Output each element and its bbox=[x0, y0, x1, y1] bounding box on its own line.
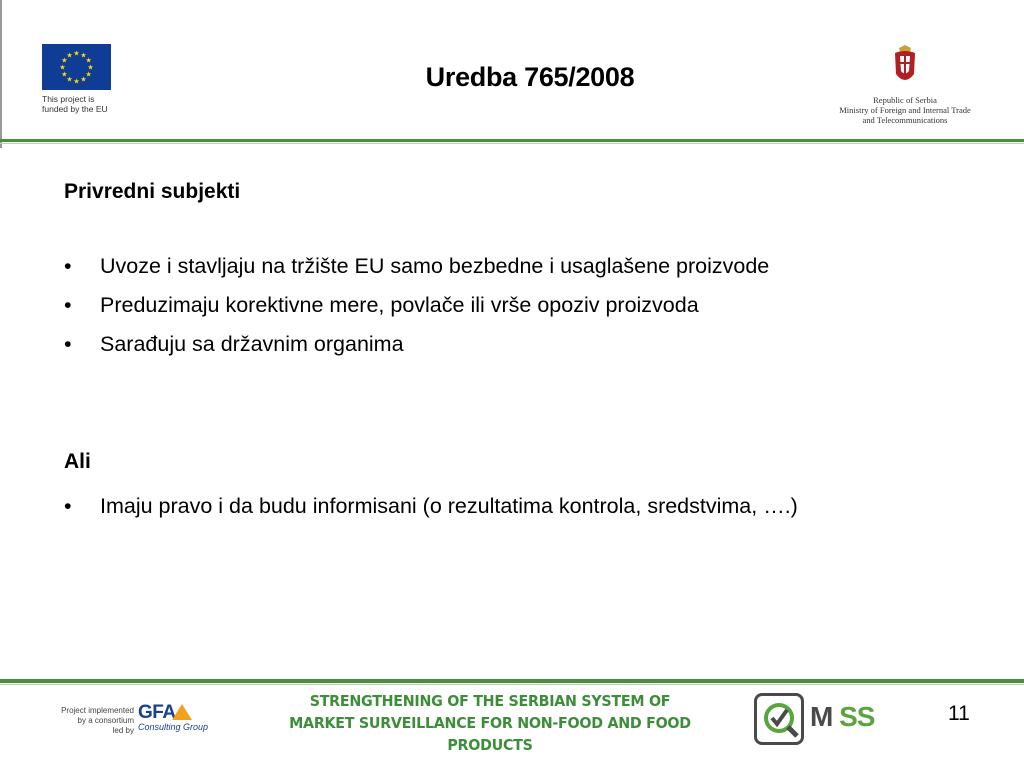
eu-star-icon: ★ bbox=[85, 57, 92, 65]
mss-wordmark-text: M bbox=[810, 701, 833, 732]
bullet-text: Uvoze i stavljaju na tržište EU samo bezbedne i usaglašene proizvode bbox=[100, 254, 770, 278]
bullet-item bbox=[64, 328, 944, 360]
page-number: 11 bbox=[948, 702, 970, 725]
serbia-caption-line: Ministry of Foreign and Internal Trade bbox=[839, 105, 971, 115]
consortium-text: Project implemented by a consortium led by bbox=[61, 706, 134, 735]
slide-title: Uredba 765/2008 bbox=[425, 62, 635, 92]
eu-star-icon: ★ bbox=[87, 64, 94, 72]
bullet-icon: • bbox=[64, 332, 72, 356]
bullet-item bbox=[64, 490, 944, 522]
eu-star-icon: ★ bbox=[66, 52, 73, 60]
left-border bbox=[0, 0, 2, 148]
gfa-triangle-icon bbox=[172, 704, 192, 720]
bullet-icon: • bbox=[64, 254, 72, 278]
gfa-subtitle: Consulting Group bbox=[138, 722, 209, 732]
serbia-caption-line: and Telecommunications bbox=[862, 115, 948, 125]
coat-of-arms-icon bbox=[890, 44, 920, 88]
bullet-item bbox=[64, 250, 944, 282]
section-heading-ali: Ali bbox=[64, 450, 91, 473]
bullet-text: Imaju pravo i da budu informisani (o rezultatima kontrola, sredstvima, ….) bbox=[100, 494, 798, 518]
eu-star-icon: ★ bbox=[85, 71, 92, 79]
eu-star-icon: ★ bbox=[73, 78, 80, 86]
serbia-caption bbox=[830, 95, 980, 125]
gfa-name: GFA bbox=[138, 702, 176, 723]
eu-caption: This project is funded by the EU bbox=[42, 94, 108, 114]
eu-star-icon: ★ bbox=[61, 57, 68, 65]
bullet-list-1 bbox=[64, 250, 944, 367]
bullet-text: Sarađuju sa državnim organima bbox=[100, 332, 404, 356]
eu-star-icon: ★ bbox=[80, 76, 87, 84]
magnifier-check-icon bbox=[754, 693, 804, 745]
serbia-logo bbox=[830, 44, 980, 125]
bullet-icon: • bbox=[64, 293, 72, 317]
gfa-logo bbox=[138, 702, 218, 732]
bullet-text: Preduzimaju korektivne mere, povlače ili vrše opoziv proizvoda bbox=[100, 293, 699, 317]
eu-logo bbox=[42, 44, 112, 114]
mss-logo bbox=[754, 693, 894, 748]
bullet-list-2 bbox=[64, 490, 944, 529]
eu-star-icon: ★ bbox=[61, 71, 68, 79]
header-divider bbox=[0, 139, 1024, 142]
eu-star-icon: ★ bbox=[80, 52, 87, 60]
footer-divider bbox=[0, 679, 1024, 683]
eu-star-icon: ★ bbox=[73, 50, 80, 58]
mss-wordmark-accent: SS bbox=[839, 701, 875, 732]
project-name: STRENGTHENING OF THE SERBIAN SYSTEM OF MARKET SURVEILLANCE FOR NON-FOOD AND FOOD PRODUCTS bbox=[289, 692, 691, 754]
footer-divider-shadow bbox=[0, 684, 1024, 685]
header-divider-shadow bbox=[0, 143, 1024, 144]
bullet-item bbox=[64, 289, 944, 321]
section-heading-privredni: Privredni subjekti bbox=[64, 180, 241, 203]
eu-star-icon: ★ bbox=[66, 76, 73, 84]
bullet-icon: • bbox=[64, 494, 72, 518]
serbia-caption-line: Republic of Serbia bbox=[873, 95, 937, 105]
eu-flag-icon bbox=[42, 44, 111, 90]
mss-wordmark bbox=[810, 701, 874, 733]
eu-star-icon: ★ bbox=[59, 64, 66, 72]
